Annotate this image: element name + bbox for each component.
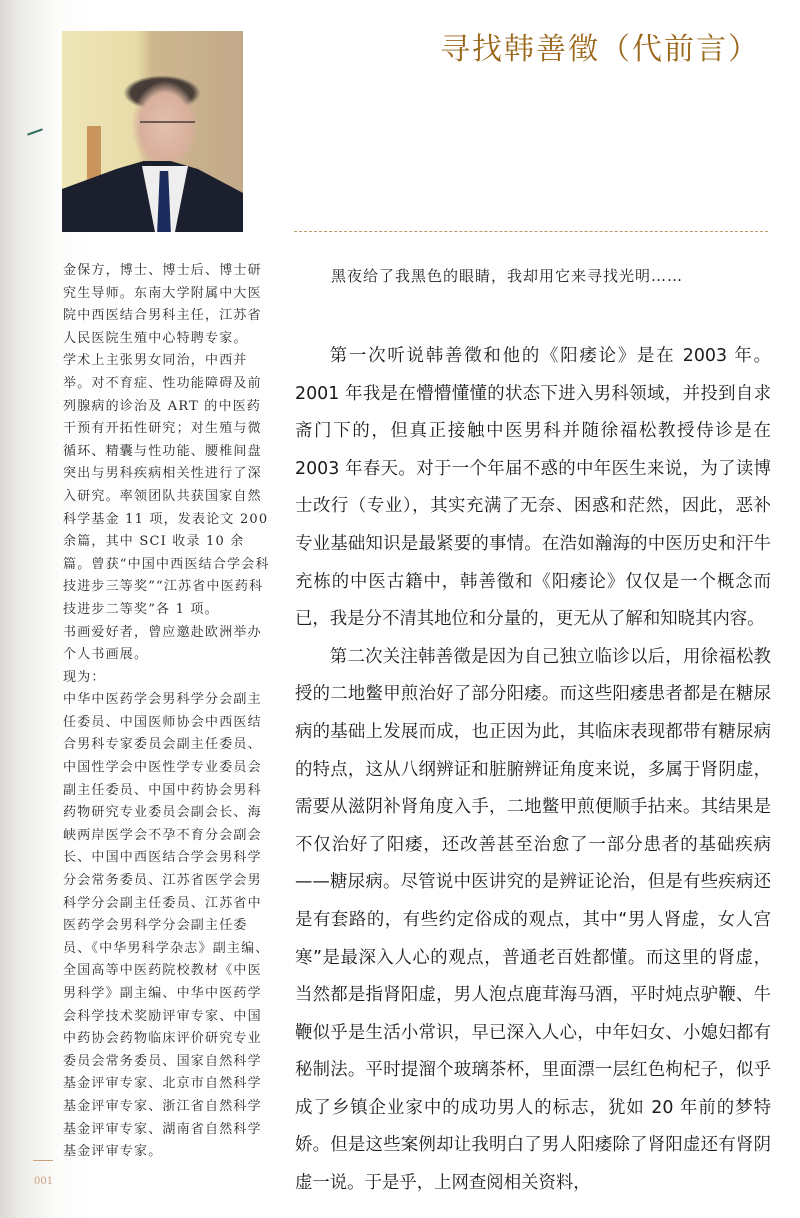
page-title: 寻找韩善徵（代前言） [440,32,760,67]
bio-paragraph: 现为： [63,669,106,685]
margin-mark [27,128,43,135]
author-bio [63,260,271,1164]
body-text [295,338,771,1203]
epigraph: 黑夜给了我黑色的眼睛，我却用它来寻找光明…… [331,267,684,285]
page-number-rule [33,1160,53,1161]
body-paragraph: 第一次听说韩善徵和他的《阳痿论》是在 2003 年。2001 年我是在懵懵懂懂的状态下进入男科领域，并投到自求斋门下的，但真正接触中医男科并随徐福松教授侍诊是在 2003 年春天。对于一个年届不惑的中年医生来说，为了读博士改行（专业），其实充满了无奈、困惑和茫然，因此，恶补专业基础知识是最紧要的事情。在浩如瀚海的中医历史和汗牛充栋的中医古籍中，韩善徵和《阳痿论》仅仅是一个概念而已，我是分不清其地位和分量的，更无从了解和知晓其内容。 [295,346,771,630]
bio-paragraph: 中华中医药学会男科学分会副主任委员、中国医师协会中西医结合男科专家委员会副主任委员、中国性学会中医性学专业委员会副主任委员、中国中药协会男科药物研究专业委员会副会长、海峡两岸医学会不孕不育分会副会长、中国中西医结合学会男科学分会常务委员、江苏省医学会男科学分会副主任委员、江苏省中医药学会男科学分会副主任委员、《中华男科学杂志》副主编、全国高等中医药院校教材《中医男科学》副主编、中华中医药学会科学技术奖励评审专家、中国中药协会药物临床评价研究专业委员会常务委员、国家自然科学基金评审专家、北京市自然科学基金评审专家、浙江省自然科学基金评审专家、湖南省自然科学基金评审专家。 [63,692,270,1160]
bio-paragraph: 书画爱好者，曾应邀赴欧洲举办个人书画展。 [63,624,262,663]
photo-glasses [140,121,195,133]
title-divider [294,231,768,232]
bio-paragraph: 金保方，博士、博士后、博士研究生导师。东南大学附属中大医院中西医结合男科主任，江苏省人民医院生殖中心特聘专家。 [63,263,262,346]
body-paragraph: 第二次关注韩善徵是因为自己独立临诊以后，用徐福松教授的二地鳖甲煎治好了部分阳痿。而这些阳痿患者都是在糖尿病的基础上发展而成，也正因为此，其临床表现都带有糖尿病的特点，这从八纲辨证和脏腑辨证角度来说，多属于肾阴虚，需要从滋阴补肾角度入手，二地鳖甲煎便顺手拈来。其结果是不仅治好了阳痿，还改善甚至治愈了一部分患者的基础疾病——糖尿病。尽管说中医讲究的是辨证论治，但是有些疾病还是有套路的，有些约定俗成的观点，其中“男人肾虚，女人宫寒”是最深入人心的观点，普通老百姓都懂。而这里的肾虚，当然都是指肾阳虚，男人泡点鹿茸海马酒，平时炖点驴鞭、牛鞭似乎是生活小常识，早已深入人心，中年妇女、小媳妇都有秘制法。平时提溜个玻璃茶杯，里面漂一层红色枸杞子，似乎成了乡镇企业家中的成功男人的标志，犹如 20 年前的梦特娇。但是这些案例却让我明白了男人阳痿除了肾阳虚还有肾阴虚一说。于是乎，上网查阅相关资料， [295,646,771,1194]
author-photo [62,31,243,232]
page-number: 001 [34,1176,54,1187]
bio-paragraph: 学术上主张男女同治，中西并举。对不育症、性功能障碍及前列腺病的诊治及 ART 的中医药干预有开拓性研究；对生殖与微循环、精囊与性功能、腰椎间盘突出与男科疾病相关性进行了深入研究。率领团队共获国家自然科学基金 11 项，发表论文 200 余篇，其中 SCI 收录 10 余篇。曾获“中国中西医结合学会科技进步三等奖”“江苏省中医药科技进步二等奖”各 1 项。 [63,353,270,617]
